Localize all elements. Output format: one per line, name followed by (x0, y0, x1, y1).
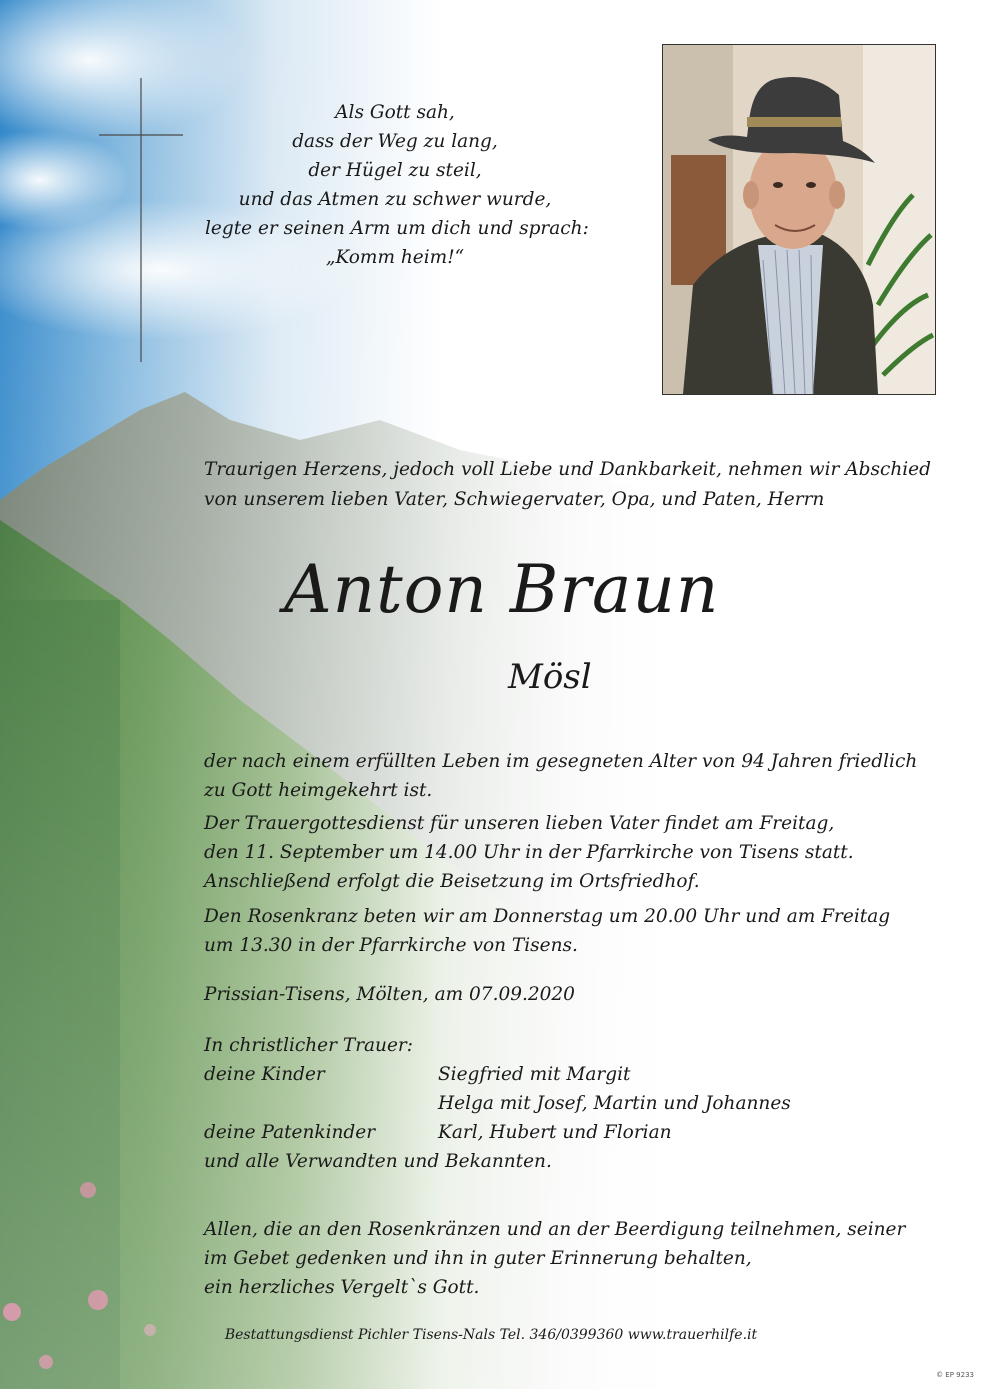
children-name: Siegfried mit Margit (438, 1064, 631, 1085)
poem-line: Als Gott sah, (335, 102, 455, 123)
text-line: Anschließend erfolgt die Beisetzung im Ortsfriedhof. (204, 871, 700, 892)
poem (205, 98, 589, 272)
text-line: der nach einem erfüllten Leben im gesegneten Alter von 94 Jahren friedlich (204, 751, 918, 772)
children-name: Helga mit Josef, Martin und Johannes (438, 1093, 791, 1114)
announcement-paragraph-3 (204, 902, 890, 960)
place-date: Prissian-Tisens, Mölten, am 07.09.2020 (204, 984, 575, 1005)
text-line: Allen, die an den Rosenkränzen und an der Beerdigung teilnehmen, seiner (204, 1219, 906, 1240)
godchildren-names: Karl, Hubert und Florian (438, 1122, 672, 1143)
poem-line: „Komm heim!“ (325, 247, 465, 268)
text-line: den 11. September um 14.00 Uhr in der Pfarrkirche von Tisens statt. (204, 842, 854, 863)
poem-line: und das Atmen zu schwer wurde, (238, 189, 552, 210)
announcement-paragraph-2 (204, 809, 854, 896)
intro-text (204, 455, 931, 515)
poem-line: dass der Weg zu lang, (292, 131, 498, 152)
intro-line: Traurigen Herzens, jedoch voll Liebe und Dankbarkeit, nehmen wir Abschied (204, 459, 931, 480)
text-line: um 13.30 in der Pfarrkirche von Tisens. (204, 935, 578, 956)
intro-line: von unserem lieben Vater, Schwiegervater, Opa, und Paten, Herrn (204, 489, 825, 510)
text-line: ein herzliches Vergelt`s Gott. (204, 1277, 480, 1298)
text-line: im Gebet gedenken und ihn in guter Erinnerung behalten, (204, 1248, 752, 1269)
thanks-text (204, 1215, 905, 1302)
godchildren-label: deine Patenkinder (204, 1122, 376, 1143)
announcement-paragraph-1 (204, 747, 917, 805)
template-code: © EP 9233 (936, 1371, 974, 1379)
relatives-text: und alle Verwandten und Bekannten. (204, 1151, 552, 1172)
poem-line: legte er seinen Arm um dich und sprach: (205, 218, 589, 239)
text-line: Den Rosenkranz beten wir am Donnerstag um 20.00 Uhr und am Freitag (204, 906, 891, 927)
text-line: zu Gott heimgekehrt ist. (204, 780, 433, 801)
cross-icon (0, 0, 200, 380)
poem-line: der Hügel zu steil, (308, 160, 482, 181)
portrait-photo (662, 44, 936, 395)
funeral-service-footer: Bestattungsdienst Pichler Tisens-Nals Tel. 346/0399360 www.trauerhilfe.it (224, 1327, 758, 1343)
deceased-name: Anton Braun (284, 551, 720, 628)
text-line: Der Trauergottesdienst für unseren lieben Vater findet am Freitag, (204, 813, 835, 834)
mourners-heading: In christlicher Trauer: (204, 1035, 414, 1056)
children-label: deine Kinder (204, 1064, 325, 1085)
deceased-nickname: Mösl (508, 657, 592, 697)
